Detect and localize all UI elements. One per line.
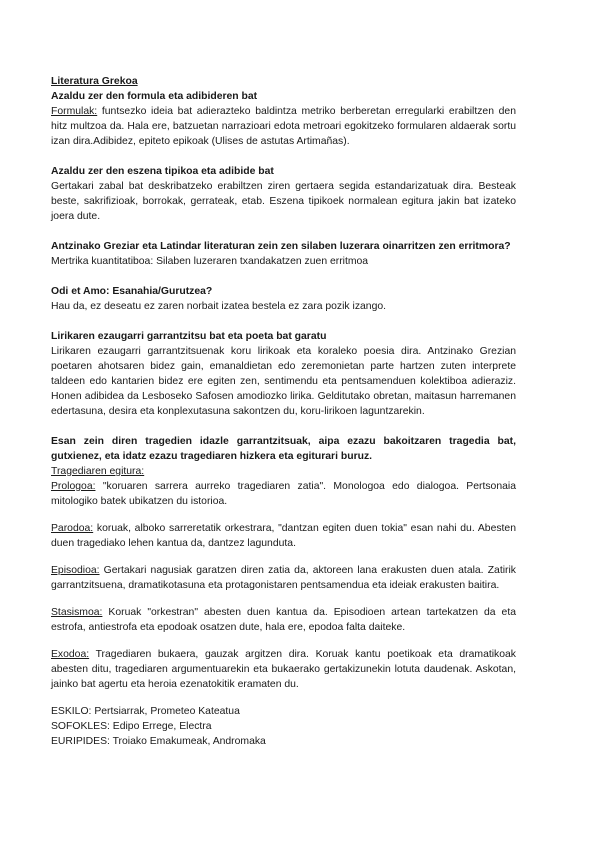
answer-lirika: Lirikaren ezaugarri garrantzitsuenak koru lirikoak eta koraleko poesia dira. Antzinako Grezian poetaren ahotsaren bidez gain, emanaldietan edo zeremonietan parte hartzen zuten interprete taldeen edo kantarien bidez ere egiten zen, sentimendu eta pentsamenduen kolektiboa adieraziz. Honen adibidea da Lesboseko Safosen amodiozko lirika. Gelditutako obretan, maitasun harremanen edertasuna, desira eta konplexutasuna sakontzen du, koru-lirikoen laguntzarekin. (51, 346, 516, 417)
section-erritmoa (51, 239, 516, 269)
term-stasismoa: Stasismoa: (51, 607, 103, 618)
text-episodioa: Gertakari nagusiak garatzen diren zatia da, aktoreen lana erakusten duen atala. Zatirik garrantzitsuena, dramatikotasuna eta protagonistaren pentsamendua eta ideiak erakusten baitira. (51, 565, 516, 591)
question-tragedia: Esan zein diren tragedien idazle garrantzitsuak, aipa ezazu bakoitzaren tragedia bat, gutxienez, eta idatz ezazu tragediaren hizkera eta egiturari buruz. (51, 436, 516, 462)
answer-odi-et-amo: Hau da, ez deseatu ez zaren norbait izatea bestela ez zara pozik izango. (51, 301, 387, 312)
question-erritmoa: Antzinako Greziar eta Latindar literaturan zein zen silaben luzerara oinarritzen zen erritmora? (51, 241, 511, 252)
text-exodoa: Tragediaren bukaera, gauzak argitzen dira. Koruak kantu poetikoak eta dramatikoak abesten ditu, tragediaren argumentuarekin eta bukaerako gertakizunekin lotuta daudenak. Askotan, jainko bat agertu eta heroia ezenatokitik eramaten du. (51, 649, 516, 690)
answer-eszena-tipikoa: Gertakari zabal bat deskribatzeko erabiltzen ziren gertaera segida estandarizatuak dira. Besteak beste, sakrifizioak, borrokak, gerrateak, etab. Eszena tipikoek normalean egitura jakin bat izateko joera dute. (51, 181, 516, 222)
tragedia-part-stasismoa (51, 605, 516, 635)
answer-formula-text: funtsezko ideia bat adierazteko baldintza metriko berberetan erregularki erabiltzen den hitz multzoa da. Hala ere, batzuetan narrazioari edota metroari egokitzeko formularen aldaerak sortu izan dira.Adibidez, epiteto epikoak (Ulises de astutas Artimañas). (51, 106, 516, 147)
text-stasismoa: Koruak "orkestran" abesten duen kantua da. Episodioen artean tartekatzen da eta estrofa, antiestrofa eta epodoak osatzen dute, hala ere, epodoa falta daiteke. (51, 607, 516, 633)
tragedia-part-parodoa (51, 521, 516, 551)
document-page (51, 74, 516, 749)
term-episodioa: Episodioa: (51, 565, 100, 576)
term-parodoa: Parodoa: (51, 523, 94, 534)
text-prologoa: "koruaren sarrera aurreko tragediaren zatia". Monologoa edo dialogoa. Pertsonaia mitologiko batek ubikatzen du istorioa. (51, 481, 516, 507)
section-eszena-tipikoa (51, 164, 516, 224)
author-euripides: EURIPIDES: Troiako Emakumeak, Andromaka (51, 736, 266, 747)
tragedia-part-episodioa (51, 563, 516, 593)
question-eszena-tipikoa: Azaldu zer den eszena tipikoa eta adibide bat (51, 166, 274, 177)
section-tragedia (51, 434, 516, 749)
question-odi-et-amo: Odi et Amo: Esanahia/Gurutzea? (51, 286, 213, 297)
question-formula: Azaldu zer den formula eta adibideren bat (51, 91, 258, 102)
tragedia-part-prologoa (51, 479, 516, 509)
term-prologoa: Prologoa: (51, 481, 96, 492)
term-formulak: Formulak: (51, 106, 98, 117)
author-sofokles: SOFOKLES: Edipo Errege, Electra (51, 721, 212, 732)
author-eskilo: ESKILO: Pertsiarrak, Prometeo Kateatua (51, 706, 240, 717)
document-title: Literatura Grekoa (51, 76, 138, 87)
answer-erritmoa: Mertrika kuantitatiboa: Silaben luzeraren txandakatzen zuen erritmoa (51, 256, 369, 267)
term-exodoa: Exodoa: (51, 649, 90, 660)
tragedia-egitura-heading: Tragediaren egitura: (51, 466, 145, 477)
answer-formula (51, 104, 516, 149)
question-lirika: Lirikaren ezaugarri garrantzitsu bat eta poeta bat garatu (51, 331, 327, 342)
tragedia-part-exodoa (51, 647, 516, 692)
text-parodoa: koruak, alboko sarreretatik orkestrara, "dantzan egiten duen tokia" esan nahi du. Abesten duen tragediako lehen kantua da, dantzez lagunduta. (51, 523, 516, 549)
section-lirika (51, 329, 516, 419)
section-formula (51, 89, 516, 149)
section-odi-et-amo (51, 284, 516, 314)
